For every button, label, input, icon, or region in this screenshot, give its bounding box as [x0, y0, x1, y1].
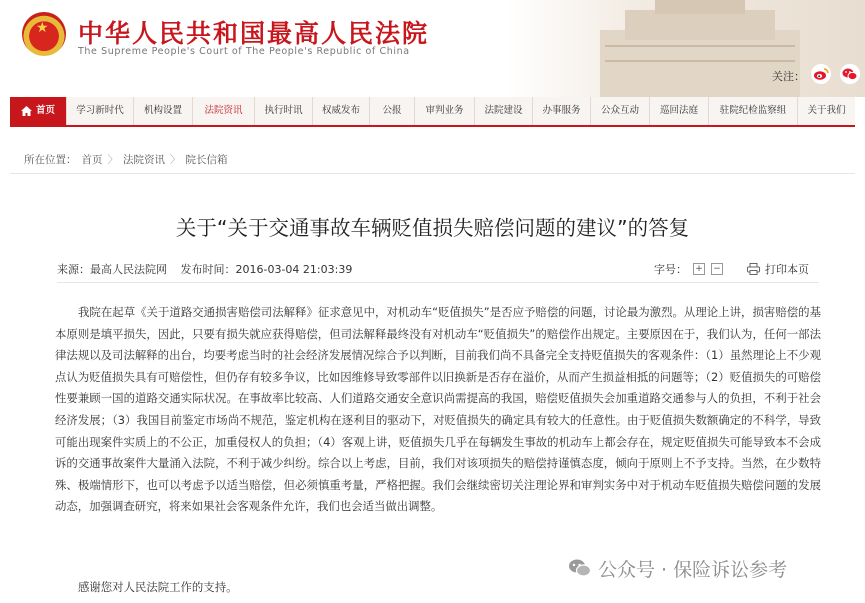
breadcrumb-separator: 〉: [170, 154, 181, 166]
printer-icon: [747, 263, 760, 275]
nav-label: 首页: [35, 105, 55, 116]
wechat-icon: [568, 558, 592, 578]
print-label: 打印本页: [765, 263, 809, 276]
nav-item-interaction[interactable]: 公众互动: [591, 97, 650, 125]
nav-item-study[interactable]: 学习新时代: [67, 97, 134, 125]
article-body: 我院在起草《关于道路交通损害赔偿司法解释》征求意见中，对机动车“贬值损失”是否应予赔偿的问题，讨论最为激烈。从理论上讲，损害赔偿的基本原则是填平损失，因此，只要有损失就应获得赔偿，但司法解释最终没有对机动车“贬值损失”的赔偿作出规定。主要原因在于，我们认为，任何一部法律法规以及司法解释的出台，均要考虑当时的社会经济发展情况综合予以判断，目前我们尚不具备完全支持贬值损失的客观条件：（1）虽然理论上不少观点认为贬值损失具有可赔偿性，但仍存有较多争议，比如因维修导致零部件以旧换新是否存在溢价，从而产生损益相抵的问题等；（2）贬值损失的可赔偿性要兼顾一国的道路交通实际状况。在事故率比较高、人们道路交通安全意识尚需提高的我国，赔偿贬值损失会加重道路交通参与人的负担，不利于社会经济发展；（3）我国目前鉴定市场尚不规范，鉴定机构在逐利目的驱动下，对贬值损失的确定具有较大的任意性。由于贬值损失数额确定的不科学，导致可能出现案件实质上的不公正，加重侵权人的负担；（4）客观上讲，贬值损失几乎在每辆发生事故的机动车上都会存在，规定贬值损失可能导致本不会成诉的交通事故案件大量涌入法院，不利于减少纠纷。综合以上考虑，目前，我们对该项损失的赔偿持谨慎态度，倾向于原则上不予支持。当然，在少数特殊、极端情形下，也可以考虑予以适当赔偿，但必须慎重考量，严格把握。我们会继续密切关注理论界和审判实务中对于机动车贬值损失赔偿问题的发展动态，加强调查研究，将来如果社会客观条件允许，我们也会适当做出调整。: [55, 305, 821, 514]
building-banner: [505, 0, 865, 97]
nav-item-inspection[interactable]: 驻院纪检监察组: [709, 97, 798, 125]
breadcrumb-president-mailbox[interactable]: 院长信箱: [185, 154, 228, 166]
print-button[interactable]: [747, 261, 809, 277]
watermark: [560, 553, 795, 583]
nav-item-releases[interactable]: 权威发布: [313, 97, 370, 125]
breadcrumb: [24, 152, 228, 167]
site-subtitle: The Supreme People's Court of The People's Republic of China: [78, 46, 410, 57]
divider: [57, 282, 819, 283]
nav-item-about[interactable]: 关于我们: [807, 105, 846, 116]
nav-item-gazette[interactable]: 公报: [370, 97, 415, 125]
nav-item-circuit-court[interactable]: 巡回法庭: [650, 97, 709, 125]
nav-item-court-building[interactable]: 法院建设: [475, 97, 533, 125]
font-increase-button[interactable]: +: [693, 263, 705, 275]
nav-item-organization[interactable]: 机构设置: [134, 97, 193, 125]
follow-label: 关注：: [772, 70, 805, 83]
article-closing: 感谢您对人民法院工作的支持。: [78, 580, 238, 594]
watermark-text: 公众号 · 保险诉讼参考: [598, 558, 788, 581]
wechat-icon[interactable]: [839, 63, 861, 85]
breadcrumb-court-news[interactable]: 法院资讯: [123, 154, 165, 166]
nav-item-court-news[interactable]: 法院资讯: [193, 97, 255, 125]
national-emblem-icon[interactable]: ★: [22, 12, 66, 56]
font-decrease-button[interactable]: −: [711, 263, 723, 275]
article-meta: [57, 261, 362, 277]
article-tools: [654, 261, 809, 277]
article-publish-time: 发布时间：2016-03-04 21:03:39: [180, 263, 353, 276]
divider: [10, 173, 855, 174]
weibo-icon[interactable]: [810, 63, 832, 85]
article-title: 关于“关于交通事故车辆贬值损失赔偿问题的建议”的答复: [175, 216, 690, 240]
nav-item-enforcement[interactable]: 执行时讯: [255, 97, 313, 125]
breadcrumb-separator: 〉: [107, 154, 118, 166]
site-title[interactable]: 中华人民共和国最高人民法院: [78, 19, 430, 48]
nav-item-home[interactable]: [10, 97, 67, 125]
home-icon: [21, 106, 32, 116]
breadcrumb-label: 所在位置：: [24, 154, 77, 166]
site-header: [0, 0, 865, 97]
breadcrumb-home[interactable]: 首页: [81, 154, 103, 166]
main-nav: [10, 97, 855, 127]
nav-item-services[interactable]: 办事服务: [533, 97, 591, 125]
article-source: 来源：最高人民法院网: [57, 263, 167, 276]
nav-item-trial[interactable]: 审判业务: [415, 97, 475, 125]
font-size-label: 字号：: [654, 263, 687, 276]
